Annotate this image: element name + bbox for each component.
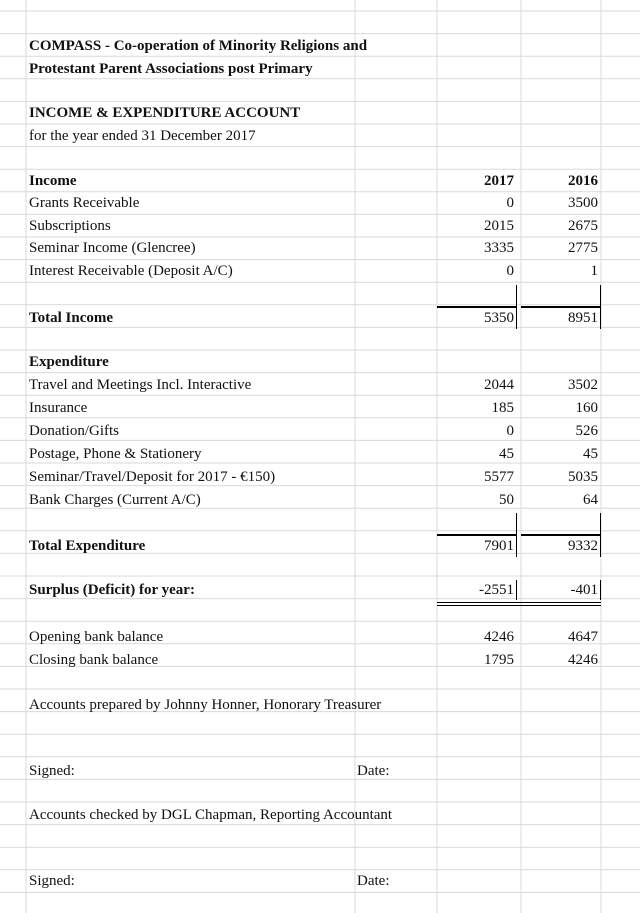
date-label-treasurer: Date: [357,763,390,779]
account-title: INCOME & EXPENDITURE ACCOUNT [29,105,301,121]
surplus-vertical-rule [516,580,517,600]
total-expenditure-label: Total Expenditure [29,538,146,554]
total-expenditure-rule-prior [521,534,601,536]
expenditure-item-current: 2044 [484,377,514,393]
total-income-prior: 8951 [568,310,598,326]
expenditure-item-label: Bank Charges (Current A/C) [29,492,201,508]
expenditure-item-current: 50 [499,492,514,508]
total-expenditure-rule-current [437,534,517,536]
expenditure-heading: Expenditure [29,354,109,370]
checked-by-text: Accounts checked by DGL Chapman, Reporting Accountant [29,807,393,823]
surplus-current: -2551 [479,582,514,598]
opening-balance-label: Opening bank balance [29,629,164,645]
income-item-label: Subscriptions [29,218,111,234]
total-income-label: Total Income [29,310,114,326]
expenditure-item-prior: 45 [583,446,598,462]
org-name-line-2: Protestant Parent Associations post Primary [29,61,313,77]
surplus-label: Surplus (Deficit) for year: [29,582,195,598]
expenditure-item-label: Postage, Phone & Stationery [29,446,202,462]
expenditure-item-label: Travel and Meetings Incl. Interactive [29,377,252,393]
expenditure-item-prior: 160 [575,400,598,416]
total-income-rule-prior [521,306,601,308]
expenditure-item-current: 45 [499,446,514,462]
column-header-current: 2017 [484,173,514,189]
closing-balance-prior: 4246 [568,652,598,668]
income-item-prior: 2775 [568,240,598,256]
signed-label-accountant: Signed: [29,873,75,889]
income-item-label: Seminar Income (Glencree) [29,240,196,256]
expenditure-item-label: Seminar/Travel/Deposit for 2017 - €150) [29,469,276,485]
expenditure-item-prior: 3502 [568,377,598,393]
total-income-current: 5350 [484,310,514,326]
income-item-current: 3335 [484,240,514,256]
surplus-prior: -401 [570,582,598,598]
income-item-current: 0 [506,263,514,279]
opening-balance-current: 4246 [484,629,514,645]
income-total-vertical-rule [516,285,517,329]
expenditure-item-prior: 5035 [568,469,598,485]
column-header-prior: 2016 [568,173,598,189]
income-item-current: 0 [506,195,514,211]
total-income-rule-current [437,306,517,308]
account-period: for the year ended 31 December 2017 [29,128,256,144]
expenditure-item-prior: 526 [575,423,598,439]
expenditure-total-vertical-rule [516,513,517,557]
signed-label-treasurer: Signed: [29,763,75,779]
date-label-accountant: Date: [357,873,390,889]
income-item-prior: 2675 [568,218,598,234]
opening-balance-prior: 4647 [568,629,598,645]
income-item-label: Interest Receivable (Deposit A/C) [29,263,233,279]
income-total-vertical-rule [600,285,601,329]
expenditure-item-label: Donation/Gifts [29,423,119,439]
income-item-prior: 1 [590,263,598,279]
prepared-by-text: Accounts prepared by Johnny Honner, Honorary Treasurer [29,697,382,713]
expenditure-item-current: 185 [491,400,514,416]
income-item-prior: 3500 [568,195,598,211]
expenditure-item-current: 0 [506,423,514,439]
total-expenditure-prior: 9332 [568,538,598,554]
income-item-current: 2015 [484,218,514,234]
income-item-label: Grants Receivable [29,195,140,211]
total-expenditure-current: 7901 [484,538,514,554]
org-name-line-1: COMPASS - Co-operation of Minority Religions and [29,38,368,54]
surplus-double-rule-bottom [437,605,601,606]
expenditure-item-prior: 64 [583,492,598,508]
expenditure-item-current: 5577 [484,469,514,485]
surplus-vertical-rule [600,580,601,600]
closing-balance-label: Closing bank balance [29,652,159,668]
surplus-double-rule-top [437,602,601,603]
closing-balance-current: 1795 [484,652,514,668]
income-heading: Income [29,173,77,189]
expenditure-total-vertical-rule [600,513,601,557]
expenditure-item-label: Insurance [29,400,88,416]
